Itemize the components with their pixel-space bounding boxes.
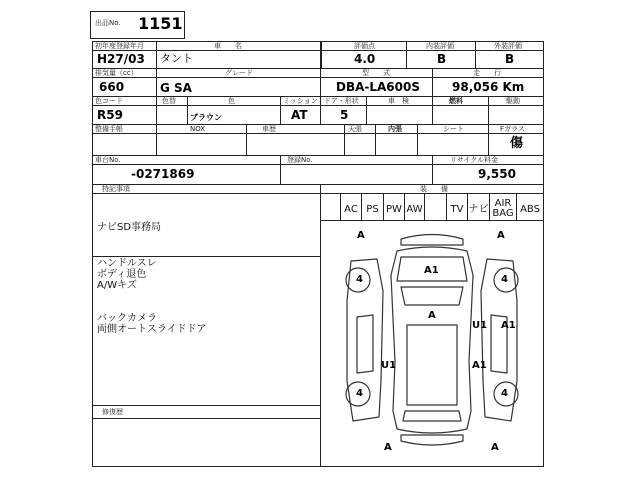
car-damage-diagram [321,221,543,466]
grid-line [320,68,321,96]
damage-mark: A1 [501,320,516,331]
chassis-label: 車台No. [95,156,121,164]
damage-mark: A1 [424,265,439,276]
rear-bumper-outline [401,435,463,445]
interior-value: B [437,52,447,66]
grid-line [92,193,544,194]
grid-line [280,155,281,184]
grid-line [156,96,157,124]
equip-aw: AW [406,204,423,215]
f-glass-label: Fガラス [500,125,525,133]
remark-note: バックカメラ [97,313,157,324]
grid-line [488,96,489,124]
grid-line [246,124,247,155]
door-label: ドア・形状 [324,97,359,105]
grid-line [156,68,157,96]
repair-label: 修復歴 [102,408,123,416]
grid-line [92,96,544,97]
mileage-value: 98,056 Km [452,80,525,94]
damage-mark: A [497,230,505,241]
chassis-value: -0271869 [131,167,195,181]
inspection-label: 車 検 [388,97,409,105]
remark-note: A/Wキズ [97,280,137,291]
model-value: DBA-LA600S [336,80,420,94]
registration-value: H27/03 [97,52,145,66]
nox-label: NOX [190,125,206,133]
exterior-label: 外装評価 [494,42,522,50]
grid-line [488,124,489,155]
car-name-label: 車 名 [214,42,242,50]
lot-label: 出品No. [95,19,121,27]
f-glass-value: 傷 [510,136,524,151]
displacement-value: 660 [99,80,125,94]
equip-ac: AC [344,204,358,215]
mileage-label: 走 行 [473,69,501,77]
color-value: ブラウン [190,113,222,122]
equip-pw: PW [386,204,402,215]
left-side-window [357,315,373,373]
damage-mark: 4 [501,274,508,285]
color-label: 色 [228,97,235,105]
right-side-outline [481,259,517,421]
registration-label: 初年度登録年月 [95,42,144,50]
recycle-value: 9,550 [478,167,516,181]
grid-line [92,466,544,467]
color-change-label: 色替 [162,97,176,105]
remarks-label: 特記事項 [102,185,130,193]
equip-ps: PS [366,204,379,215]
grid-line [92,41,544,42]
grid-line [432,96,433,124]
grid-line [156,41,157,68]
damage-mark: U1 [381,360,397,371]
grid-line [92,41,93,467]
car-name-value: タント [160,52,193,65]
windshield-outline [401,287,463,305]
front-bumper-outline [401,235,463,246]
grid-line [92,105,544,106]
exterior-value: B [505,52,515,66]
grid-line [475,41,476,68]
remark-note: ナビSD事務局 [97,222,162,233]
history-label: 車歴 [262,125,276,133]
damage-mark: A1 [472,360,487,371]
inner-trim-label: 内張 [388,125,402,133]
grid-line [417,124,418,155]
equip-abs: ABS [520,204,540,215]
grid-line [280,96,281,124]
grid-line [543,41,544,467]
grid-line [92,418,320,419]
grid-line [92,133,544,134]
remark-note: ボディ退色 [97,269,147,280]
damage-mark: U1 [472,320,488,331]
displacement-label: 排気量（cc） [95,69,138,77]
grade-label: グレード [225,69,253,77]
color-code-label: 色コード [95,97,123,105]
grid-line [92,405,320,406]
equip-navi: ナビ [468,204,489,215]
color-code-value: R59 [97,108,123,122]
damage-mark: A [384,442,392,453]
damage-mark: 4 [356,274,363,285]
fuel-label: 燃料 [449,97,463,105]
grid-line [406,41,407,68]
interior-label: 内装評価 [426,42,454,50]
damage-mark: A [491,442,499,453]
grid-line [92,124,544,125]
score-value: 4.0 [354,52,376,66]
doors-value: 5 [340,108,349,122]
damage-mark: 4 [356,388,363,399]
drive-label: 駆動 [506,97,520,105]
grid-line [344,124,345,155]
grid-line [320,41,322,68]
grid-line [92,184,544,185]
grid-line [424,193,425,220]
left-side-outline [347,259,383,421]
grid-line [187,96,188,124]
grid-line [92,256,320,257]
equip-tv: TV [450,204,464,215]
remark-note: 両側オートスライドドア [97,324,207,335]
grid-line [320,96,321,124]
damage-mark: 4 [501,388,508,399]
ceiling-label: 天張 [348,125,362,133]
grid-line [366,96,367,124]
model-label: 型 式 [362,69,390,77]
grid-line [432,68,433,96]
remark-note: ハンドルスレ [97,258,157,269]
registration-no-label: 登録No. [287,156,313,164]
transmission-label: ミッション [283,97,318,105]
transmission-value: AT [291,108,308,122]
maintenance-label: 整備手帳 [95,125,123,133]
score-label: 評価点 [354,42,375,50]
damage-mark: A [428,310,436,321]
grid-line [375,124,376,155]
grid-line [432,155,433,184]
damage-mark: A [357,230,365,241]
equip-airbag: AIR BAG [492,198,514,219]
equipment-label: 装 備 [420,185,448,193]
rear-window-outline [403,411,461,421]
roof-outline [407,325,457,405]
seat-label: シート [443,125,464,133]
recycle-label: リサイクル料金 [450,156,499,164]
lot-number: 1151 [138,14,183,33]
grade-value: G SA [160,81,192,95]
grid-line [156,124,157,155]
